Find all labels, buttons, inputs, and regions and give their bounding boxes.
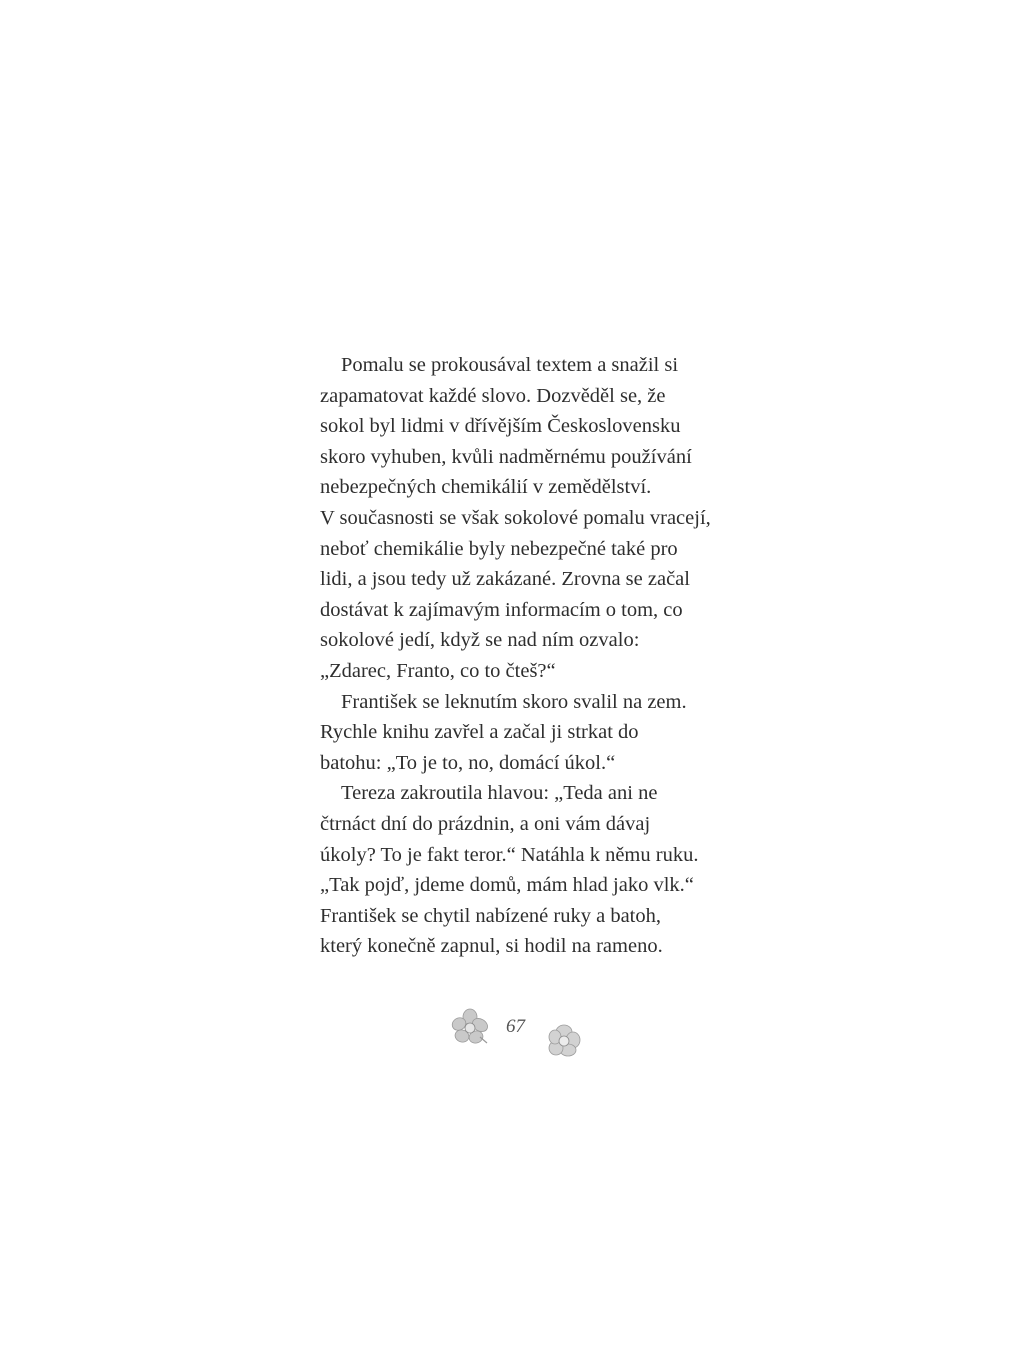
- page-number: 67: [506, 1016, 525, 1037]
- text-line: dostávat k zajímavým informacím o tom, co: [320, 598, 683, 621]
- text-line: Tereza zakroutila hlavou: „Teda ani ne: [341, 782, 658, 805]
- text-line: „Tak pojď, jdeme domů, mám hlad jako vlk.“: [320, 874, 694, 897]
- text-line: který konečně zapnul, si hodil na rameno.: [320, 935, 663, 958]
- text-line: František se leknutím skoro svalil na zem.: [341, 690, 687, 713]
- text-line: Pomalu se prokousával textem a snažil si: [341, 354, 679, 376]
- flower-icon: [546, 1023, 582, 1059]
- text-line: čtrnáct dní do prázdnin, a oni vám dávaj: [320, 812, 651, 835]
- text-line: sokol byl lidmi v dřívějším Československu: [320, 415, 681, 438]
- text-line: neboť chemikálie byly nebezpečné také pro: [320, 537, 678, 560]
- text-line: lidi, a jsou tedy už zakázané. Zrovna se začal: [320, 568, 690, 591]
- text-line: zapamatovat každé slovo. Dozvěděl se, že: [320, 384, 666, 407]
- text-line: Rychle knihu zavřel a začal ji strkat do: [320, 721, 639, 744]
- body-text: [320, 350, 740, 962]
- text-line: sokolové jedí, když se nad ním ozvalo:: [320, 629, 640, 652]
- text-line: František se chytil nabízené ruky a batoh,: [320, 904, 661, 927]
- text-line: V současnosti se však sokolové pomalu vracejí,: [320, 506, 711, 529]
- text-line: nebezpečných chemikálií v zemědělství.: [320, 476, 652, 499]
- flower-icon: [450, 1007, 490, 1047]
- text-line: batohu: „To je to, no, domácí úkol.“: [320, 751, 616, 774]
- text-line: skoro vyhuben, kvůli nadměrnému používání: [320, 445, 692, 468]
- text-line: úkoly? To je fakt teror.“ Natáhla k němu ruku.: [320, 843, 699, 866]
- text-line: „Zdarec, Franto, co to čteš?“: [320, 659, 556, 682]
- page-footer: [440, 1005, 600, 1065]
